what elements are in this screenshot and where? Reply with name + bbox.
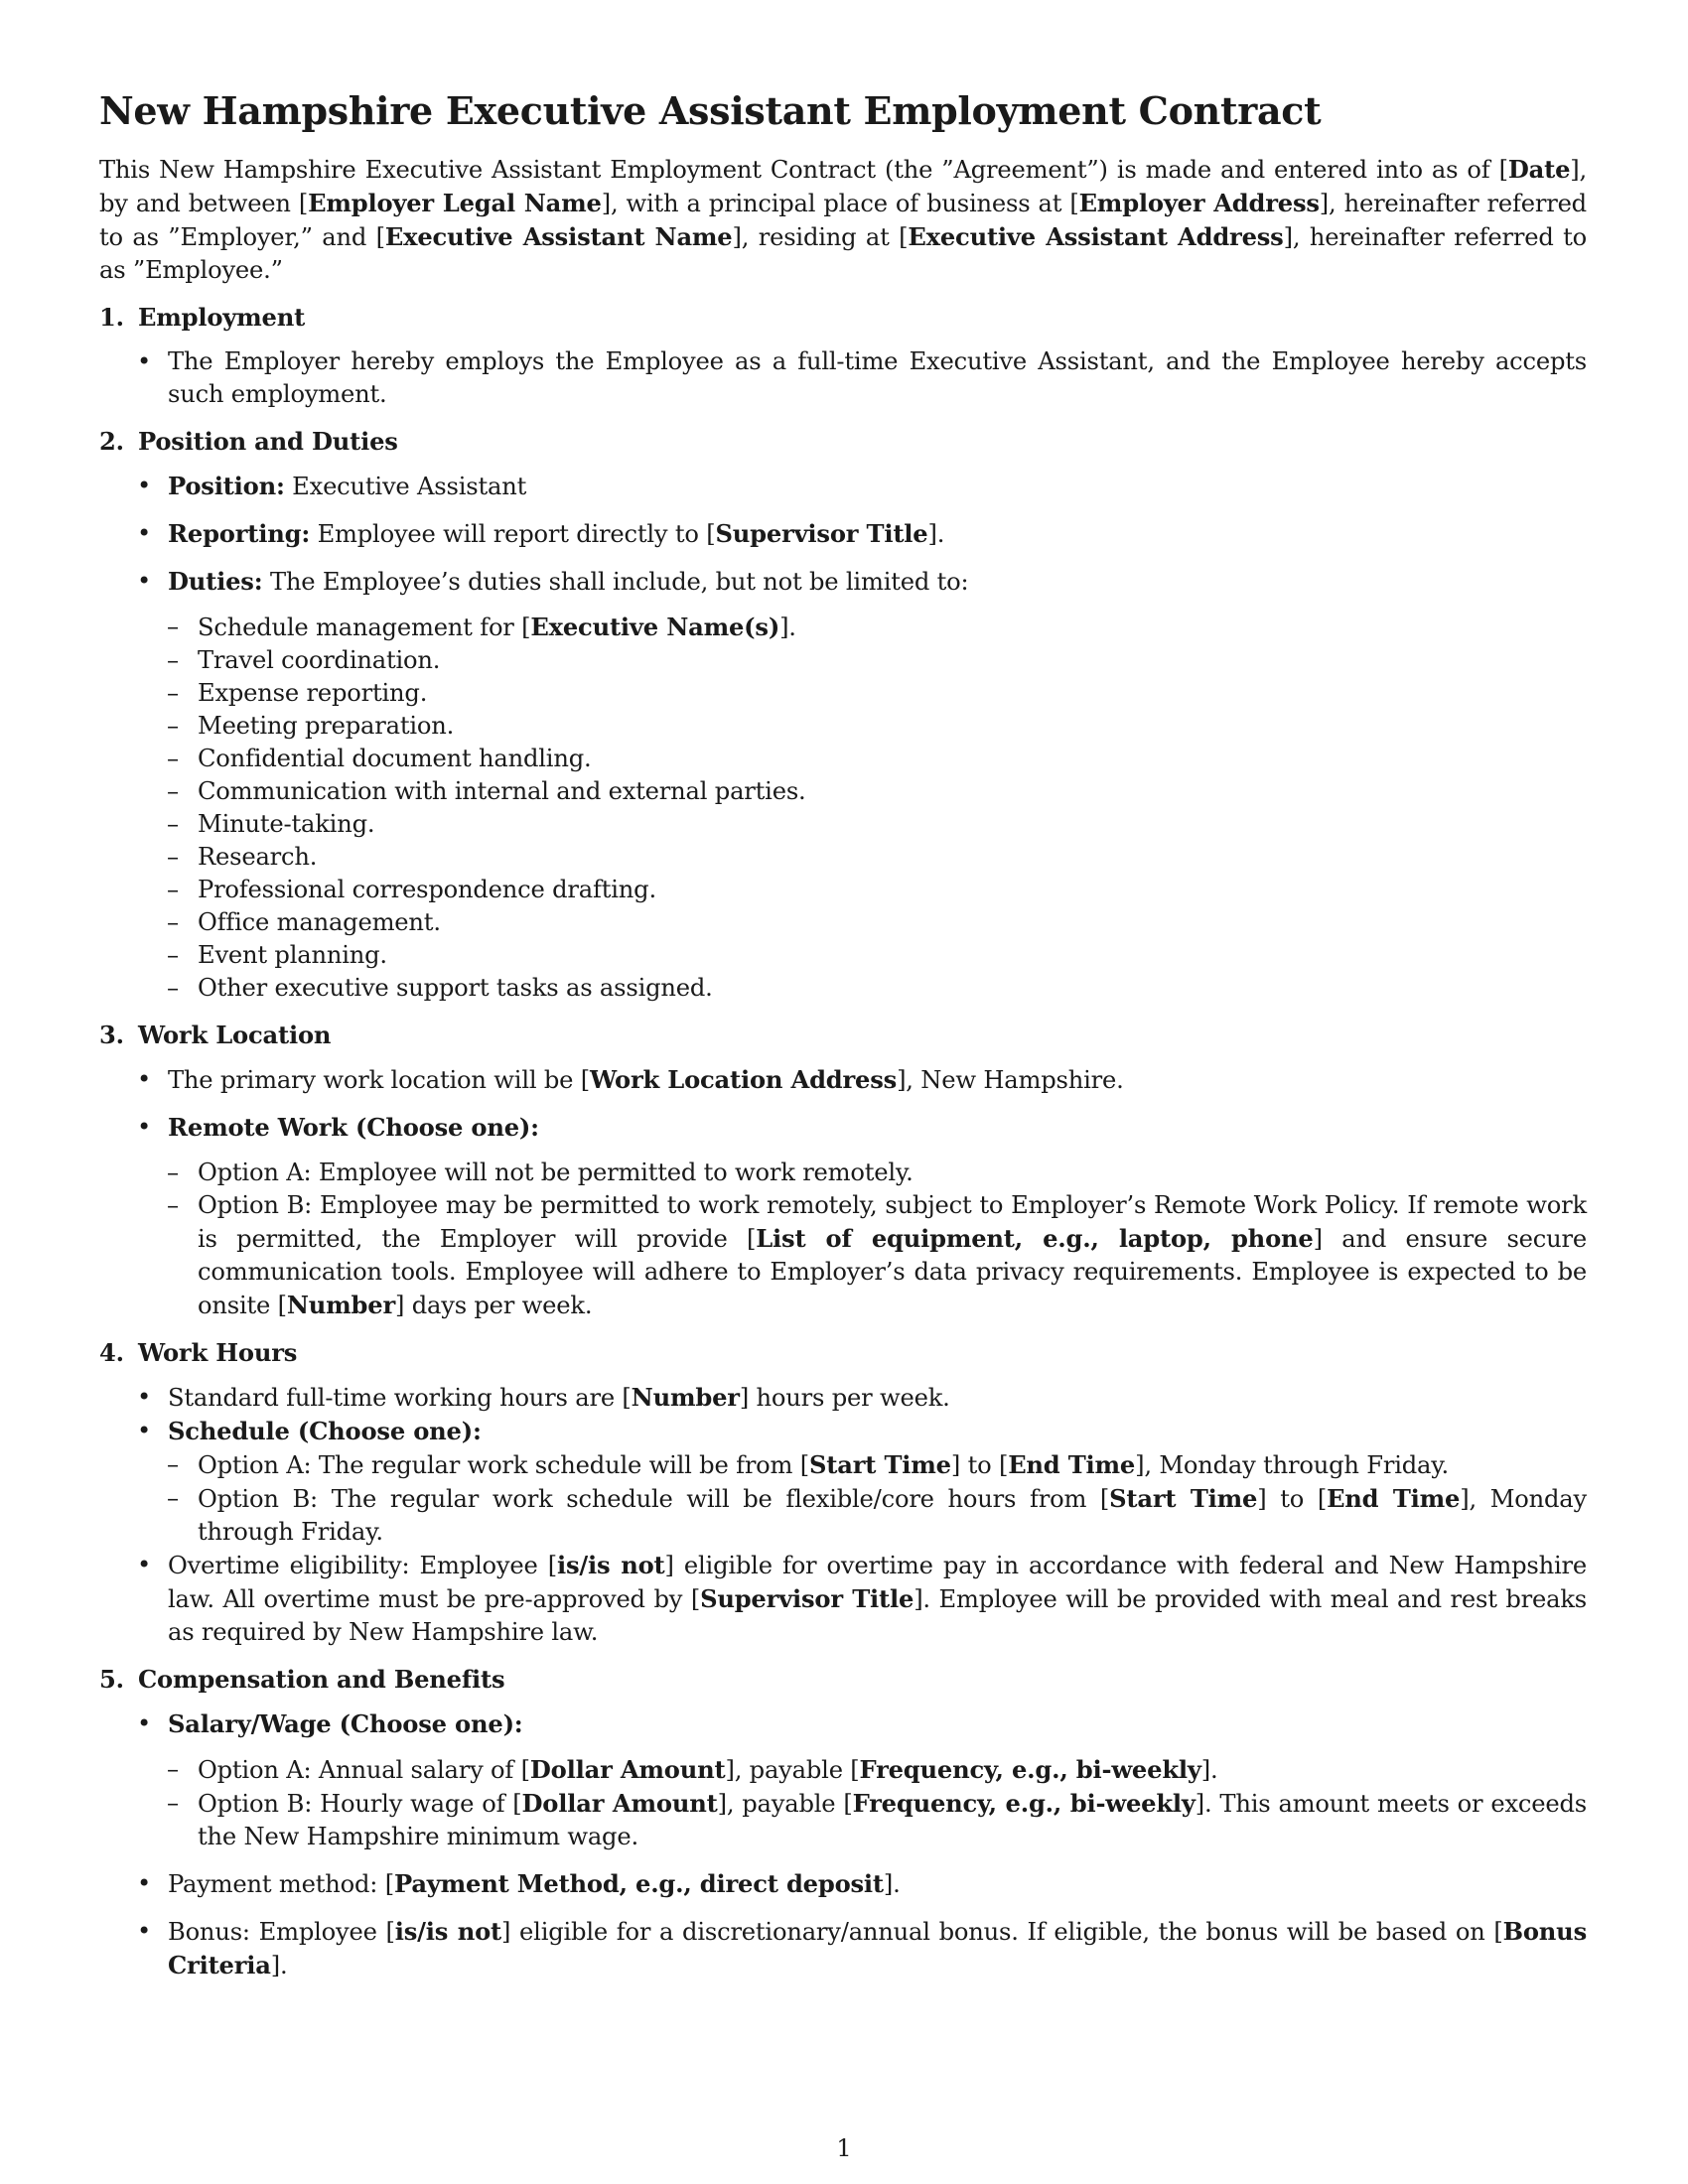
bullet-icon: • — [137, 1917, 152, 1945]
list-item: – Option A: The regular work schedule will be from [Start Time] to [End Time], Monday through Friday. — [167, 1450, 1449, 1479]
contract-page — [99, 87, 1587, 1996]
list-item: – Other executive support tasks as assigned. — [137, 972, 1587, 1005]
dash-icon: – — [167, 843, 179, 871]
list-item: – Travel coordination. — [137, 644, 1587, 677]
list-item: – Option A: Employee will not be permitted to work remotely. — [137, 1157, 1587, 1189]
dash-icon: – — [167, 613, 179, 640]
list-item: • Reporting: Employee will report directly to [Supervisor Title]. — [137, 519, 945, 548]
section-employment — [99, 301, 1587, 411]
bullet-list — [99, 1867, 1587, 1982]
dash-icon: – — [167, 646, 179, 674]
dash-icon: – — [167, 941, 179, 969]
list-item: • Overtime eligibility: Employee [is/is not] eligible for overtime pay in accordance with federal and New Hampshire law. All overtime must be pre-approved by [Supervisor Title]. Employee will be provided with meal and rest breaks as required by New Hampshire law. — [137, 1551, 1587, 1646]
dash-icon: – — [167, 1755, 179, 1783]
bullet-icon: • — [137, 1551, 152, 1578]
list-item: – Communication with internal and external parties. — [137, 775, 1587, 808]
document-title: New Hampshire Executive Assistant Employment Contract — [99, 88, 1322, 133]
employer-address-placeholder: Employer Address — [1078, 189, 1320, 217]
bullet-icon: • — [137, 1113, 152, 1141]
section-position-duties — [99, 425, 1587, 1005]
list-item: • Position: Executive Assistant — [137, 472, 527, 500]
section-work-location — [99, 1019, 1587, 1322]
section-heading: 4. Work Hours — [99, 1338, 298, 1367]
list-item: • The Employer hereby employs the Employee as a full-time Executive Assistant, and the Employee hereby accepts such employment. — [137, 347, 1587, 408]
list-item: • Schedule (Choose one): – Option A: The regular work schedule will be from [Start Time] to [End Time], Monday through Friday. – Option B: The regular work schedule will be flexible/core hours from [Start Time] to [End Time], Monday through Friday. — [99, 1415, 1587, 1549]
bullet-icon: • — [137, 1869, 152, 1897]
list-item: – Research. — [137, 841, 1587, 874]
bullet-icon: • — [137, 1709, 152, 1737]
section-work-hours — [99, 1336, 1587, 1649]
list-item: • Standard full-time working hours are [Number] hours per week. — [137, 1383, 950, 1412]
dash-icon: – — [167, 1159, 179, 1186]
section-heading: 2. Position and Duties — [99, 427, 398, 456]
list-item: • Payment method: [Payment Method, e.g., direct deposit]. — [137, 1869, 901, 1898]
list-item: – Option B: Employee may be permitted to work remotely, subject to Employer’s Remote Work Policy. If remote work is permitted, the Employer will provide [List of equipment, e.g., laptop, phone] and ensure secure communication tools. Employee will adhere to Employer’s data privacy requirements. Employee is expected to be onsite [Number] days per week. — [167, 1191, 1587, 1319]
bullet-icon: • — [137, 472, 152, 499]
list-item: – Schedule management for [Executive Name(s)]. — [167, 613, 796, 641]
bullet-list — [99, 1707, 1587, 1741]
list-item: – Option A: Annual salary of [Dollar Amount], payable [Frequency, e.g., bi-weekly]. — [167, 1755, 1218, 1784]
dash-icon: – — [167, 1450, 179, 1478]
remote-options-list — [99, 1157, 1587, 1322]
dash-icon: – — [167, 810, 179, 838]
list-item: – Option B: Hourly wage of [Dollar Amount], payable [Frequency, e.g., bi-weekly]. This amount meets or exceeds the New Hampshire minimum wage. — [167, 1789, 1587, 1850]
bullet-icon: • — [137, 519, 152, 547]
dash-icon: – — [167, 712, 179, 740]
list-item: – Minute-taking. — [137, 808, 1587, 841]
dash-icon: – — [167, 1191, 179, 1219]
list-item: – Professional correspondence drafting. — [137, 874, 1587, 906]
bullet-list — [99, 345, 1587, 411]
schedule-options-list — [99, 1448, 1587, 1549]
date-placeholder: Date — [1507, 155, 1571, 184]
page-number: 1 — [836, 2134, 852, 2162]
assistant-name-placeholder: Executive Assistant Name — [384, 222, 733, 251]
dash-icon: – — [167, 876, 179, 903]
dash-icon: – — [167, 777, 179, 805]
dash-icon: – — [167, 745, 179, 772]
bullet-icon: • — [137, 567, 152, 595]
list-item: • Bonus: Employee [is/is not] eligible for a discretionary/annual bonus. If eligible, the bonus will be based on [Bonus Criteria]. — [137, 1917, 1587, 1979]
intro-paragraph: This New Hampshire Executive Assistant Employment Contract (the ”Agreement”) is made and entered into as of [Date], by and between [Employer Legal Name], with a principal place of business at [Employer Address], hereinafter referred to as ”Employer,” and [Executive Assistant Name], residing at [Executive Assistant Address], hereinafter referred to as ”Employee.” — [99, 155, 1588, 284]
dash-icon: – — [167, 679, 179, 707]
bullet-icon: • — [137, 347, 152, 375]
list-item: – Meeting preparation. — [137, 710, 1587, 743]
list-item: – Confidential document handling. — [137, 743, 1587, 775]
section-heading: 3. Work Location — [99, 1021, 332, 1049]
list-item: – Option B: The regular work schedule will be flexible/core hours from [Start Time] to [End Time], Monday through Friday. — [167, 1484, 1587, 1546]
employer-name-placeholder: Employer Legal Name — [308, 189, 602, 217]
list-item: • Remote Work (Choose one): — [137, 1113, 539, 1142]
list-item: – Office management. — [137, 906, 1587, 939]
bullet-icon: • — [137, 1417, 152, 1444]
dash-icon: – — [167, 908, 179, 936]
bullet-icon: • — [137, 1383, 152, 1411]
assistant-address-placeholder: Executive Assistant Address — [908, 222, 1284, 251]
bullet-list — [99, 1381, 1587, 1649]
list-item: – Event planning. — [137, 939, 1587, 972]
list-item: • The primary work location will be [Work Location Address], New Hampshire. — [137, 1065, 1124, 1094]
dash-icon: – — [167, 1484, 179, 1512]
list-item: – Expense reporting. — [137, 677, 1587, 710]
list-item: • Duties: The Employee’s duties shall include, but not be limited to: — [137, 567, 969, 596]
section-heading: 5. Compensation and Benefits — [99, 1665, 505, 1694]
salary-options-list — [99, 1753, 1587, 1853]
section-compensation — [99, 1663, 1587, 1982]
dash-icon: – — [167, 974, 179, 1002]
bullet-list — [99, 470, 1587, 599]
section-heading: 1. Employment — [99, 303, 306, 332]
bullet-list — [99, 1063, 1587, 1145]
dash-icon: – — [167, 1789, 179, 1817]
bullet-icon: • — [137, 1065, 152, 1093]
duties-list — [99, 611, 1587, 1005]
list-item: • Salary/Wage (Choose one): — [137, 1709, 523, 1738]
